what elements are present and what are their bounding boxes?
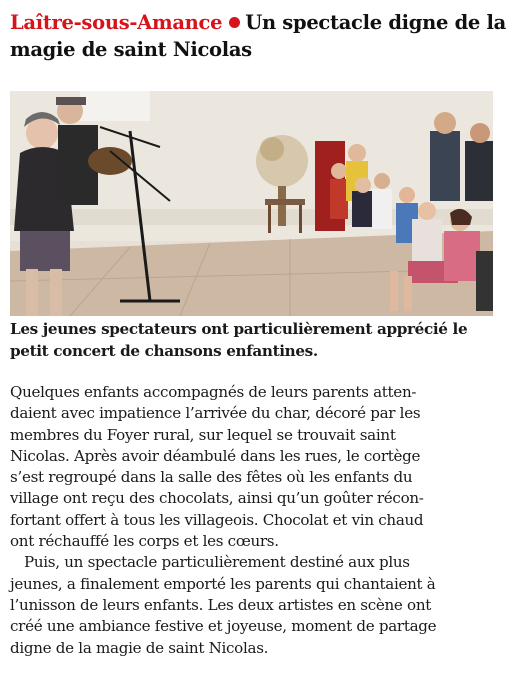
- body-line: daient avec impatience l’arrivée du char, décoré par les: [10, 404, 421, 423]
- body-line: Nicolas. Après avoir déambulé dans les rues, le cortège: [10, 446, 421, 465]
- body-line: fortant offert à tous les villageois. Chocolat et vin chaud: [10, 510, 424, 529]
- body-line: Puis, un spectacle particulièrement destiné aux plus: [24, 553, 410, 572]
- photo-concert-children-icon: [10, 91, 493, 316]
- headline-title-line1: Un spectacle digne de la: [245, 11, 506, 34]
- article-headline: [10, 9, 506, 63]
- caption-line1: Les jeunes spectateurs ont particulièrement apprécié le: [10, 320, 468, 338]
- caption-line2: petit concert de chansons enfantines.: [10, 342, 318, 360]
- bullet-dot-icon: [229, 17, 240, 28]
- article-body: [10, 382, 506, 659]
- body-line: Quelques enfants accompagnés de leurs parents atten-: [10, 383, 417, 401]
- body-line: ont réchauffé les corps et les cœurs.: [10, 532, 279, 551]
- body-line: digne de la magie de saint Nicolas.: [10, 638, 269, 657]
- body-line: membres du Foyer rural, sur lequel se trouvait saint: [10, 425, 396, 444]
- headline-title-line2: magie de saint Nicolas: [10, 38, 252, 61]
- body-line: créé une ambiance festive et joyeuse, moment de partage: [10, 617, 437, 636]
- body-line: village ont reçu des chocolats, ainsi qu’un goûter récon-: [10, 489, 424, 508]
- article-photo: [10, 91, 493, 316]
- body-line: s’est regroupé dans la salle des fêtes où les enfants du: [10, 468, 413, 487]
- location-kicker: Laître-sous-Amance: [10, 11, 223, 34]
- body-line: l’unisson de leurs enfants. Les deux artistes en scène ont: [10, 595, 432, 614]
- body-line: jeunes, a finalement emporté les parents qui chantaient à: [10, 574, 436, 593]
- photo-caption: [10, 318, 502, 362]
